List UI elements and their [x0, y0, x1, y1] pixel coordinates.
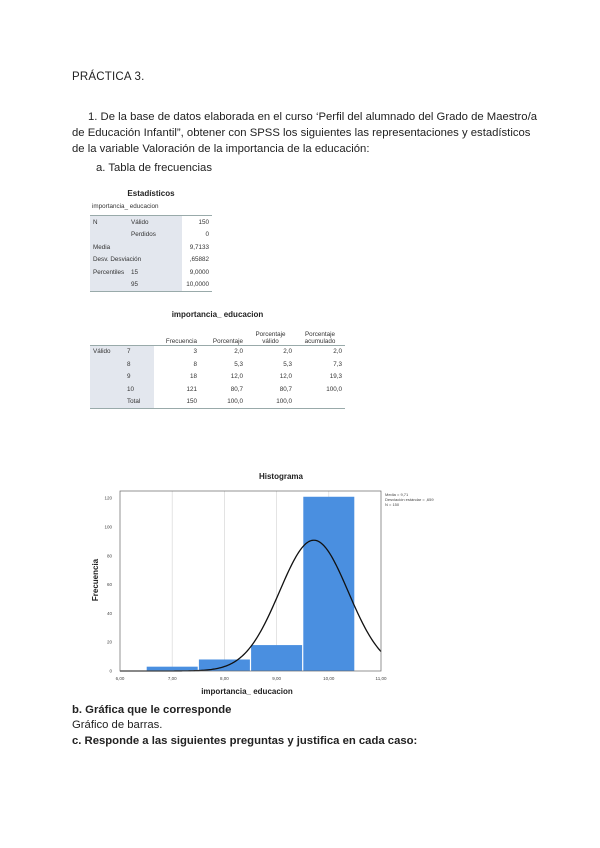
- stats-row-sublabel: Perdidos: [128, 229, 182, 242]
- freq-cell: 3: [193, 348, 197, 356]
- y-tick-label: 20: [106, 639, 112, 645]
- question-1-line-3: de la variable Valoración de la importancia de la educación:: [72, 143, 370, 155]
- table-row: [90, 266, 212, 279]
- x-tick-label: 9,00: [272, 676, 281, 681]
- stats-value: 0: [205, 231, 209, 239]
- freq-cell: 8: [193, 360, 197, 368]
- table-row: [90, 383, 345, 396]
- group-label: Válido: [90, 345, 124, 358]
- stats-row-label: Media: [90, 241, 182, 254]
- col-header-line: válido: [262, 337, 279, 345]
- y-tick-label: 100: [104, 524, 112, 530]
- y-tick-label: 40: [106, 610, 112, 616]
- stats-row-sublabel: 95: [128, 279, 182, 292]
- cum-cell: [295, 396, 345, 409]
- table-row: [90, 345, 345, 358]
- category-cell: 9: [124, 371, 154, 384]
- x-axis-label: importancia_ educacion: [201, 687, 293, 696]
- question-c-label: c. Responde a las siguientes preguntas y justifica en cada caso:: [72, 735, 418, 747]
- cum-cell: 19,3: [329, 373, 342, 381]
- question-1-line-2: de Educación Infantil”, obtener con SPSS los siguientes las representaciones y estadísticos: [72, 127, 531, 139]
- stats-value: 10,0000: [186, 281, 209, 289]
- pct-cell: 100,0: [227, 398, 243, 406]
- freq-cell: 18: [189, 373, 197, 381]
- histogram-bar: [199, 659, 250, 671]
- valid-cell: 12,0: [279, 373, 293, 381]
- stats-row-label: Desv. Desviación: [90, 254, 182, 267]
- stats-row-label: Percentiles: [90, 266, 128, 279]
- question-1-line-1: 1. De la base de datos elaborada en el curso ‘Perfil del alumnado del Grado de Maestro/a: [88, 111, 538, 123]
- valid-cell: 2,0: [283, 348, 293, 356]
- stats-row-label: [90, 229, 128, 242]
- y-tick-label: 60: [106, 582, 112, 588]
- question-b-answer: Gráfico de barras.: [72, 719, 163, 731]
- question-1: [72, 109, 542, 157]
- col-porcentaje: Porcentaje: [212, 337, 243, 345]
- valid-cell: 100,0: [276, 398, 293, 406]
- valid-cell: 80,7: [279, 385, 293, 393]
- stats-row-sublabel: Válido: [128, 216, 182, 229]
- cum-cell: 100,0: [326, 385, 342, 393]
- question-b-label: b. Gráfica que le corresponde: [72, 704, 232, 716]
- x-tick-label: 6,00: [115, 676, 125, 681]
- table-row: [90, 358, 345, 371]
- table-row: [90, 229, 212, 242]
- pct-cell: 2,0: [234, 348, 243, 356]
- y-axis-label: Frecuencia: [91, 558, 100, 602]
- cum-cell: 7,3: [333, 360, 342, 368]
- category-cell: 8: [124, 358, 154, 371]
- table-row: [90, 241, 212, 254]
- item-a: a. Tabla de frecuencias: [96, 162, 212, 174]
- cum-cell: 2,0: [333, 348, 342, 356]
- legend-entry: Desviación estándar = ,659: [385, 497, 434, 502]
- table-row: [90, 371, 345, 384]
- y-tick-label: 80: [106, 553, 112, 559]
- stats-table: [90, 215, 212, 292]
- y-tick-label: 0: [109, 668, 112, 674]
- table-row: [90, 396, 345, 409]
- freq-table: [90, 323, 345, 409]
- table-row: [90, 216, 212, 229]
- stats-value: 150: [198, 218, 209, 226]
- stats-table-subtitle: importancia_ educacion: [92, 203, 159, 210]
- col-porcentaje-valido: [246, 323, 295, 345]
- freq-table-title: importancia_ educacion: [171, 310, 264, 319]
- stats-row-sublabel: 15: [128, 266, 182, 279]
- stats-value: 9,0000: [189, 268, 209, 276]
- category-cell: 10: [124, 383, 154, 396]
- col-header-line: Porcentaje: [304, 330, 336, 338]
- stats-table-title: Estadísticos: [127, 189, 175, 198]
- category-cell: Total: [124, 396, 154, 409]
- stats-value: ,65882: [189, 256, 209, 264]
- freq-cell: 121: [186, 385, 197, 393]
- table-row: [90, 279, 212, 292]
- legend-entry: Media = 9,71: [385, 492, 409, 497]
- pct-cell: 5,3: [234, 360, 243, 368]
- pct-cell: 12,0: [230, 373, 243, 381]
- col-header-line: Porcentaje: [255, 330, 286, 338]
- col-frecuencia: Frecuencia: [165, 337, 197, 345]
- y-tick-label: 120: [104, 495, 112, 501]
- col-porcentaje-acumulado: [295, 323, 345, 345]
- col-header-line: acumulado: [304, 337, 336, 345]
- valid-cell: 5,3: [283, 360, 293, 368]
- stats-row-label: [90, 279, 128, 292]
- category-cell: 7: [124, 345, 154, 358]
- pct-cell: 80,7: [230, 385, 243, 393]
- x-tick-label: 8,00: [220, 676, 229, 681]
- table-row: [90, 254, 212, 267]
- x-tick-label: 10,00: [323, 676, 335, 681]
- page-heading: PRÁCTICA 3.: [72, 71, 145, 83]
- histogram-bar: [251, 645, 302, 671]
- chart-title: Histograma: [258, 472, 304, 481]
- histogram-bar: [303, 497, 354, 671]
- histogram-chart: [84, 462, 490, 702]
- legend-entry: N = 150: [385, 502, 400, 507]
- freq-cell: 150: [186, 398, 197, 406]
- x-tick-label: 7,00: [167, 676, 177, 681]
- x-tick-label: 11,00: [375, 676, 387, 681]
- table-header-row: [90, 323, 345, 345]
- stats-value: 9,7133: [189, 243, 209, 251]
- stats-row-label: N: [90, 216, 128, 229]
